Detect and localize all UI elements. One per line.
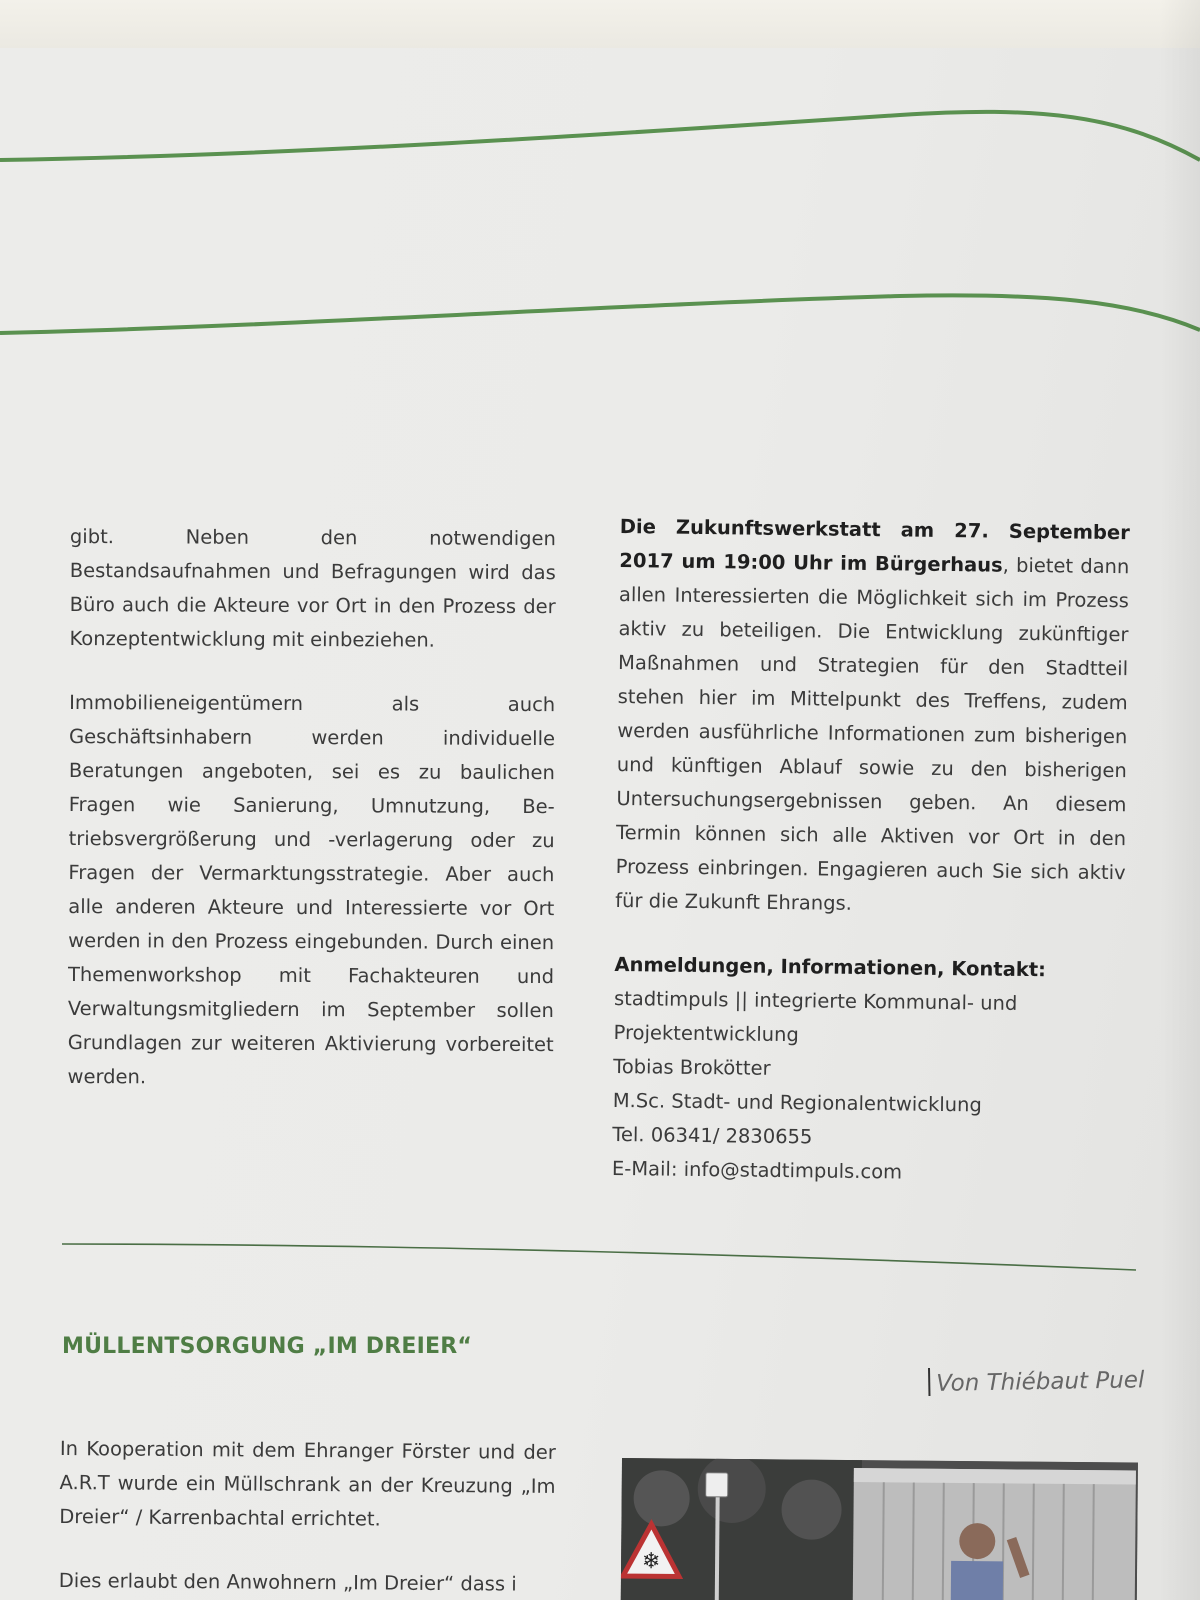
left-paragraph-1: gibt. Neben den notwendigen Bestandsaufnahmen und Befragungen wird das Büro auch die Akteure vor Ort in den Prozess der Konzeptentwicklung mit einbeziehen.: [69, 524, 556, 652]
event-paragraph: [615, 510, 1130, 924]
contact-degree: M.Sc. Stadt- und Regionalentwicklung: [612, 1088, 982, 1117]
contact-company: stadtimpuls || integrierte Kommunal- und Projektentwicklung: [613, 986, 1018, 1047]
right-text-column: [612, 510, 1130, 1192]
contact-heading: Anmeldungen, Informationen, Kontakt:: [614, 952, 1047, 982]
svg-text:❄: ❄: [641, 1549, 661, 1575]
contact-phone: Tel. 06341/ 2830655: [612, 1122, 813, 1149]
contact-block: [612, 948, 1125, 1192]
article-byline: [928, 1364, 1145, 1397]
article-title: MÜLLENTSORGUNG „IM DREIER“: [62, 1334, 473, 1359]
wave-line-second: [0, 295, 1200, 333]
page-curl-shadow: [1160, 0, 1200, 1600]
left-paragraph-2: Immobilieneigentümern als auch Geschäftsinhabern werden individuelle Beratungen angeboten, sei es zu baulichen Fragen wie Sanierung, Umnutzung, Betriebsvergrößerung und -verlagerung oder zu Fragen der Vermarktungsstrategie. Aber auch alle anderen Akteure und Interessierte vor Ort werden in den Prozess eingebunden. Durch einen Themenworkshop mit Fachakteuren und Verwaltungsmitgliedern im September sollen Grundlagen zur weiteren Aktivierung vorbereitet werden.: [67, 690, 556, 1089]
section-divider-line: [62, 1244, 1136, 1270]
left-text-column: [67, 520, 556, 1126]
article-paragraph-1: In Kooperation mit dem Ehranger Förster und der A.R.T wurde ein Müllschrank an der Kreuzung „Im Dreier“ / Karrenbachtal errichtet.: [59, 1436, 556, 1531]
byline-author: Von Thiébaut Puel: [936, 1367, 1145, 1397]
article-text-column: [58, 1432, 556, 1600]
byline-bar: [928, 1368, 930, 1396]
contact-email: E-Mail: info@stadtimpuls.com: [611, 1156, 903, 1184]
event-description: , bietet dann allen Interessierten die Möglichkeit sich im Prozess aktiv zu beteiligen. Die Entwicklung zukünftiger Maßnahmen und Strategien für den Stadtteil stehen hier im Mittelpunkt des Treffens, zudem werden ausführliche Informationen zum bisherigen und künftigen Ablauf sowie zu den bisherigen Untersuchungsergebnissen geben. An diesem Termin können sich alle Aktiven vor Ort in den Prozess einbringen. Engagieren auch Sie sich aktiv für die Zukunft Ehrangs.: [615, 553, 1130, 915]
article-photo: [621, 1458, 1138, 1600]
wave-line-top: [0, 112, 1200, 160]
contact-person: Tobias Brokötter: [613, 1054, 771, 1080]
photo-illustration: [621, 1458, 1138, 1600]
event-highlight: Die Zukunftswerkstatt am 27. September 2017 um 19:00 Uhr im Bürgerhaus: [619, 514, 1130, 577]
article-paragraph-2: Dies erlaubt den Anwohnern „Im Dreier“ dass i: [58, 1568, 517, 1596]
